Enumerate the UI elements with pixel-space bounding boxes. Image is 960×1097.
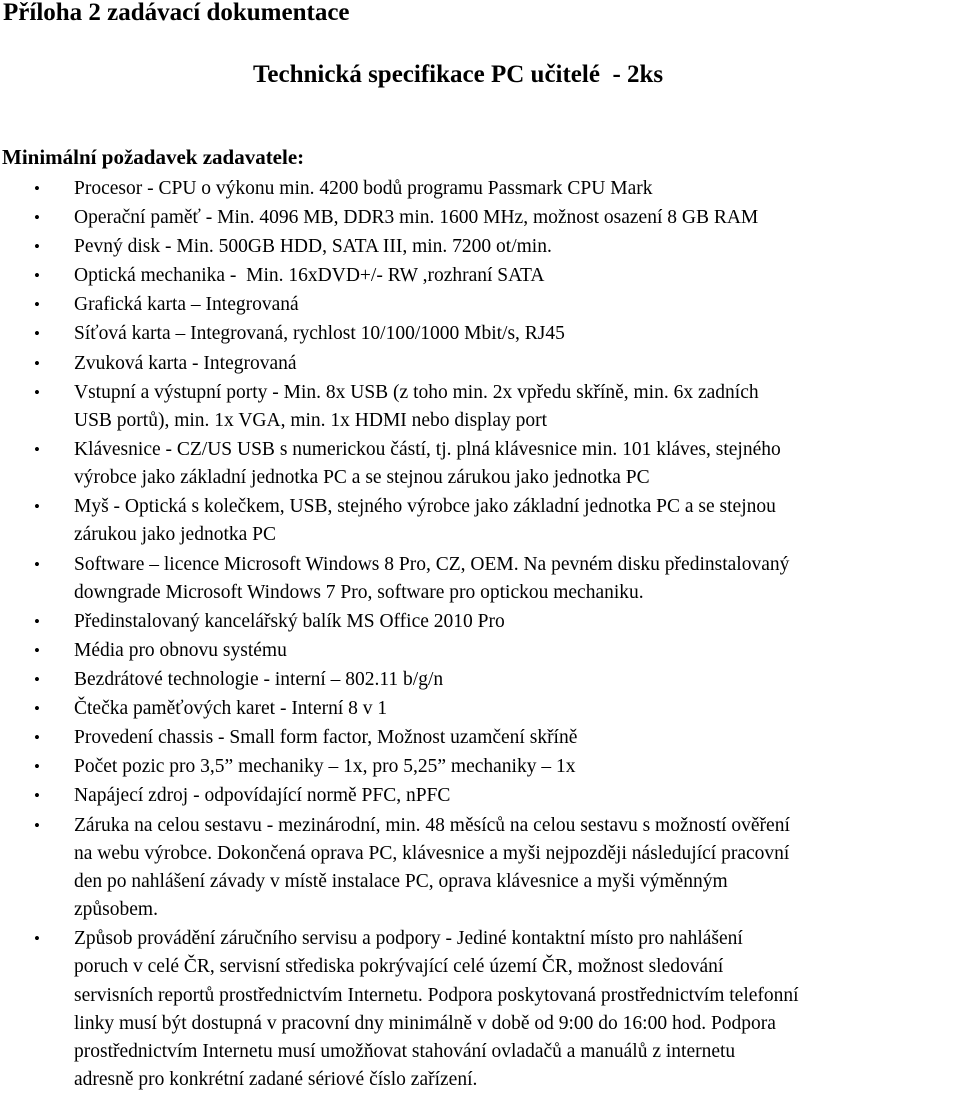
bullet-icon: • [34,611,40,631]
spec-item-text-line: Čtečka paměťových karet - Interní 8 v 1 [74,698,388,720]
spec-item-text-line: Klávesnice - CZ/US USB s numerickou částí, tj. plná klávesnice min. 101 kláves, stejného [74,438,781,460]
spec-item-text-line: zárukou jako jednotka PC [74,524,276,546]
bullet-icon: • [34,786,40,806]
bullet-icon: • [34,266,40,286]
bullet-icon: • [34,324,40,344]
spec-list-item [0,262,960,290]
bullet-icon: • [34,757,40,777]
spec-item-text-line: Optická mechanika - Min. 16xDVD+/- RW ,rozhraní SATA [74,265,545,287]
spec-item-text-line: Způsob provádění záručního servisu a podpory - Jediné kontaktní místo pro nahlášení [74,928,743,950]
spec-item-text-line: USB portů), min. 1x VGA, min. 1x HDMI nebo display port [74,409,548,431]
spec-item-text-line: Pevný disk - Min. 500GB HDD, SATA III, min. 7200 ot/min. [74,236,552,258]
spec-item-text-line: Média pro obnovu systému [74,639,287,661]
spec-item-text-line: Napájecí zdroj - odpovídající normě PFC, nPFC [74,785,451,807]
spec-list-item [0,551,960,607]
bullet-icon: • [34,208,40,228]
specification-list [0,175,960,1095]
spec-list-item [0,291,960,319]
spec-item-text-line: Software – licence Microsoft Windows 8 Pro, CZ, OEM. Na pevném disku předinstalovaný [74,553,790,575]
spec-list-item [0,379,960,435]
bullet-icon: • [34,439,40,459]
spec-list-item [0,350,960,378]
bullet-icon: • [34,554,40,574]
spec-list-item [0,782,960,810]
bullet-icon: • [34,815,40,835]
spec-list-item [0,925,960,1094]
spec-list-item [0,753,960,781]
bullet-icon: • [34,699,40,719]
spec-item-text-line: výrobce jako základní jednotka PC a se stejnou zárukou jako jednotka PC [74,467,650,489]
bullet-icon: • [34,179,40,198]
bullet-icon: • [34,670,40,690]
spec-list-item [0,608,960,636]
spec-item-text-line: Předinstalovaný kancelářský balík MS Office 2010 Pro [74,610,505,632]
spec-item-text-line: Operační paměť - Min. 4096 MB, DDR3 min. 1600 MHz, možnost osazení 8 GB RAM [74,207,759,229]
spec-item-text-line: Grafická karta – Integrovaná [74,294,299,316]
spec-item-text-line: adresně pro konkrétní zadané sériové číslo zařízení. [74,1069,478,1091]
bullet-icon: • [34,353,40,373]
document-header: Příloha 2 zadávací dokumentace [3,0,350,26]
requirements-heading: Minimální požadavek zadavatele: [2,145,305,169]
spec-item-text-line: Procesor - CPU o výkonu min. 4200 bodů programu Passmark CPU Mark [74,178,653,199]
bullet-icon: • [34,497,40,517]
spec-item-text-line: Vstupní a výstupní porty - Min. 8x USB (z toho min. 2x vpředu skříně, min. 6x zadních [74,381,759,403]
spec-item-text-line: poruch v celé ČR, servisní střediska pokrývající celé území ČR, možnost sledování [74,956,724,978]
document-title: Technická specifikace PC učitelé - 2ks [253,61,664,88]
spec-list-item [0,436,960,492]
bullet-icon: • [34,929,40,949]
spec-list-item [0,204,960,232]
spec-item-text-line: Zvuková karta - Integrovaná [74,352,297,374]
spec-item-text-line: Počet pozic pro 3,5” mechaniky – 1x, pro 5,25” mechaniky – 1x [74,756,576,778]
spec-item-text-line: Myš - Optická s kolečkem, USB, stejného výrobce jako základní jednotka PC a se stejnou [74,496,776,518]
spec-list-item [0,233,960,261]
spec-list-item [0,493,960,549]
spec-item-text-line: Bezdrátové technologie - interní – 802.11 b/g/n [74,669,444,691]
bullet-icon: • [34,382,40,402]
bullet-icon: • [34,237,40,257]
spec-list-item [0,637,960,665]
spec-list-item [0,320,960,348]
spec-list-item [0,175,960,203]
spec-item-text-line: linky musí být dostupná v pracovní dny minimálně v době od 9:00 do 16:00 hod. Podpora [74,1012,776,1034]
spec-list-item [0,666,960,694]
spec-list-item [0,812,960,925]
bullet-icon: • [34,640,40,660]
bullet-icon: • [34,295,40,315]
spec-list-item [0,724,960,752]
spec-item-text-line: způsobem. [74,899,158,921]
spec-item-text-line: prostřednictvím Internetu musí umožňovat stahování ovladačů a manuálů z internetu [74,1041,736,1063]
spec-item-text-line: downgrade Microsoft Windows 7 Pro, software pro optickou mechaniku. [74,581,644,603]
spec-item-text-line: Provedení chassis - Small form factor, Možnost uzamčení skříně [74,727,578,749]
bullet-icon: • [34,728,40,748]
spec-item-text-line: servisních reportů prostřednictvím Internetu. Podpora poskytovaná prostřednictvím telefonní [74,984,799,1006]
spec-item-text-line: Záruka na celou sestavu - mezinárodní, min. 48 měsíců na celou sestavu s možností ověření [74,814,790,836]
spec-item-text-line: na webu výrobce. Dokončená oprava PC, klávesnice a myši nejpozději následující pracovní [74,842,790,864]
spec-item-text-line: den po nahlášení závady v místě instalace PC, oprava klávesnice a myši výměnným [74,870,728,892]
spec-list-item [0,695,960,723]
spec-item-text-line: Síťová karta – Integrovaná, rychlost 10/100/1000 Mbit/s, RJ45 [74,323,565,345]
